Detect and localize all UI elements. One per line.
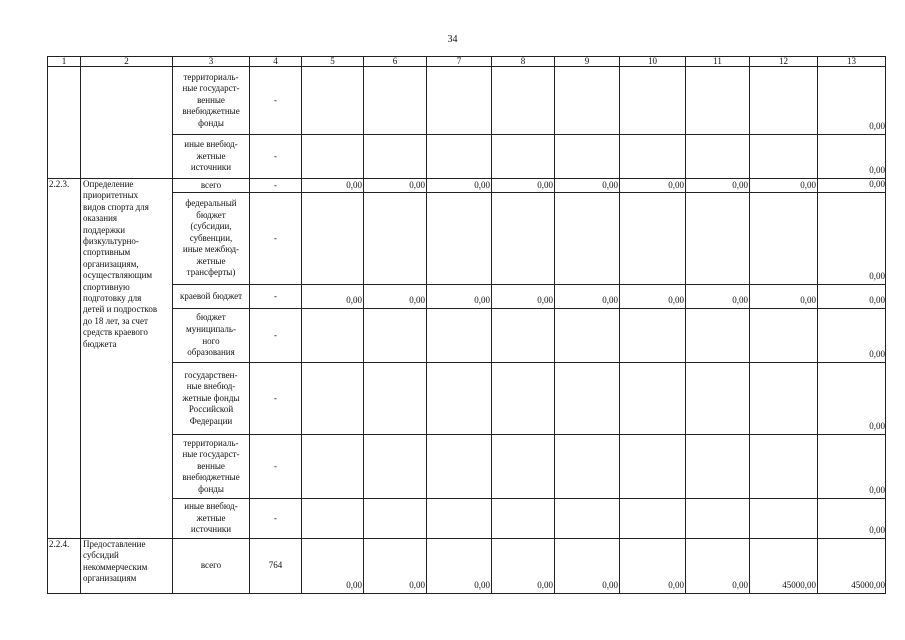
item-name: Предоставление субсидий некоммерческим организациям (81, 539, 173, 594)
year-value: 45000,00 (750, 539, 818, 594)
column-header: 4 (250, 57, 302, 67)
year-value: 0,00 (492, 179, 555, 193)
year-value (364, 309, 427, 363)
year-value (364, 135, 427, 179)
year-value (364, 499, 427, 539)
funding-source: всего (173, 539, 250, 594)
year-value (555, 499, 620, 539)
item-code (48, 67, 81, 179)
year-value (750, 193, 818, 285)
funding-source: иные внебюд- жетные источники (173, 499, 250, 539)
year-value (555, 67, 620, 135)
year-value (364, 435, 427, 499)
year-value: 0,00 (750, 285, 818, 309)
year-value (492, 499, 555, 539)
item-name (81, 67, 173, 179)
year-value: 0,00 (427, 179, 492, 193)
year-value (750, 363, 818, 435)
year-value: 0,00 (686, 285, 750, 309)
year-value (427, 435, 492, 499)
year-value (620, 135, 686, 179)
column-header: 12 (750, 57, 818, 67)
year-value (555, 135, 620, 179)
year-value (620, 363, 686, 435)
funding-source: бюджет муниципаль- ного образования (173, 309, 250, 363)
year-value (686, 193, 750, 285)
total-value: 0,00 (818, 193, 886, 285)
table-row (48, 539, 886, 594)
year-value: 0,00 (302, 539, 364, 594)
code-value: - (250, 363, 302, 435)
year-value (302, 193, 364, 285)
code-value: - (250, 193, 302, 285)
year-value (492, 309, 555, 363)
total-value: 0,00 (818, 285, 886, 309)
column-number-row (48, 57, 886, 67)
funding-source: иные внебюд- жетные источники (173, 135, 250, 179)
year-value (555, 363, 620, 435)
total-value: 0,00 (818, 67, 886, 135)
year-value (427, 135, 492, 179)
year-value (686, 309, 750, 363)
column-header: 5 (302, 57, 364, 67)
table-row (48, 285, 886, 309)
year-value (620, 67, 686, 135)
year-value (427, 67, 492, 135)
table-row (48, 499, 886, 539)
code-value: - (250, 435, 302, 499)
item-name: Определение приоритетных видов спорта для оказания поддержки физкультурно- спортивным организациям, осуществляющим спортивную подготовку для детей и подростков до 18 лет, за счет средств краевого бюджета (81, 179, 173, 539)
year-value (364, 363, 427, 435)
year-value (364, 193, 427, 285)
year-value (492, 135, 555, 179)
year-value (750, 499, 818, 539)
year-value (555, 193, 620, 285)
item-code: 2.2.4. (48, 539, 81, 594)
year-value (427, 499, 492, 539)
item-code: 2.2.3. (48, 179, 81, 539)
year-value: 0,00 (750, 179, 818, 193)
total-value: 0,00 (818, 179, 886, 193)
code-value: - (250, 499, 302, 539)
year-value: 0,00 (427, 285, 492, 309)
year-value (620, 309, 686, 363)
total-value: 0,00 (818, 499, 886, 539)
year-value (364, 67, 427, 135)
year-value: 0,00 (364, 285, 427, 309)
table-row (48, 135, 886, 179)
table-row (48, 309, 886, 363)
table-row (48, 179, 886, 193)
total-value: 0,00 (818, 435, 886, 499)
year-value: 0,00 (555, 285, 620, 309)
table-row (48, 193, 886, 285)
year-value (302, 135, 364, 179)
column-header: 1 (48, 57, 81, 67)
total-value: 45000,00 (818, 539, 886, 594)
column-header: 10 (620, 57, 686, 67)
year-value (427, 363, 492, 435)
year-value (686, 499, 750, 539)
year-value (620, 193, 686, 285)
year-value (555, 435, 620, 499)
code-value: - (250, 67, 302, 135)
year-value (686, 135, 750, 179)
year-value (302, 309, 364, 363)
year-value (427, 309, 492, 363)
year-value (750, 67, 818, 135)
column-header: 9 (555, 57, 620, 67)
funding-source: государствен- ные внебюд- жетные фонды Российской Федерации (173, 363, 250, 435)
total-value: 0,00 (818, 135, 886, 179)
code-value: 764 (250, 539, 302, 594)
year-value: 0,00 (427, 539, 492, 594)
year-value (620, 499, 686, 539)
year-value (686, 435, 750, 499)
funding-source: всего (173, 179, 250, 193)
year-value (492, 193, 555, 285)
year-value (750, 309, 818, 363)
table-row (48, 67, 886, 135)
funding-source: территориаль- ные государст- венные внебюджетные фонды (173, 435, 250, 499)
year-value (492, 67, 555, 135)
page-number: 34 (447, 34, 458, 45)
year-value: 0,00 (620, 285, 686, 309)
year-value: 0,00 (620, 539, 686, 594)
code-value: - (250, 179, 302, 193)
year-value: 0,00 (555, 539, 620, 594)
year-value: 0,00 (302, 285, 364, 309)
year-value: 0,00 (302, 179, 364, 193)
column-header: 7 (427, 57, 492, 67)
code-value: - (250, 309, 302, 363)
year-value: 0,00 (686, 539, 750, 594)
year-value (302, 363, 364, 435)
year-value (686, 67, 750, 135)
code-value: - (250, 135, 302, 179)
column-header: 11 (686, 57, 750, 67)
year-value (750, 135, 818, 179)
column-header: 6 (364, 57, 427, 67)
year-value: 0,00 (364, 179, 427, 193)
year-value (302, 67, 364, 135)
funding-source: территориаль- ные государст- венные внебюджетные фонды (173, 67, 250, 135)
funding-source: федеральный бюджет (субсидии, субвенции, иные межбюд- жетные трансферты) (173, 193, 250, 285)
year-value: 0,00 (555, 179, 620, 193)
year-value: 0,00 (492, 539, 555, 594)
table-row (48, 363, 886, 435)
column-header: 8 (492, 57, 555, 67)
year-value (686, 363, 750, 435)
year-value: 0,00 (620, 179, 686, 193)
year-value: 0,00 (492, 285, 555, 309)
year-value (302, 435, 364, 499)
code-value: - (250, 285, 302, 309)
column-header: 13 (818, 57, 886, 67)
total-value: 0,00 (818, 363, 886, 435)
total-value: 0,00 (818, 309, 886, 363)
year-value (750, 435, 818, 499)
year-value (427, 193, 492, 285)
funding-source: краевой бюджет (173, 285, 250, 309)
column-header: 3 (173, 57, 250, 67)
year-value (492, 435, 555, 499)
year-value (555, 309, 620, 363)
year-value (492, 363, 555, 435)
year-value: 0,00 (686, 179, 750, 193)
year-value (302, 499, 364, 539)
budget-table (47, 56, 886, 594)
year-value (620, 435, 686, 499)
table-row (48, 435, 886, 499)
column-header: 2 (81, 57, 173, 67)
year-value: 0,00 (364, 539, 427, 594)
